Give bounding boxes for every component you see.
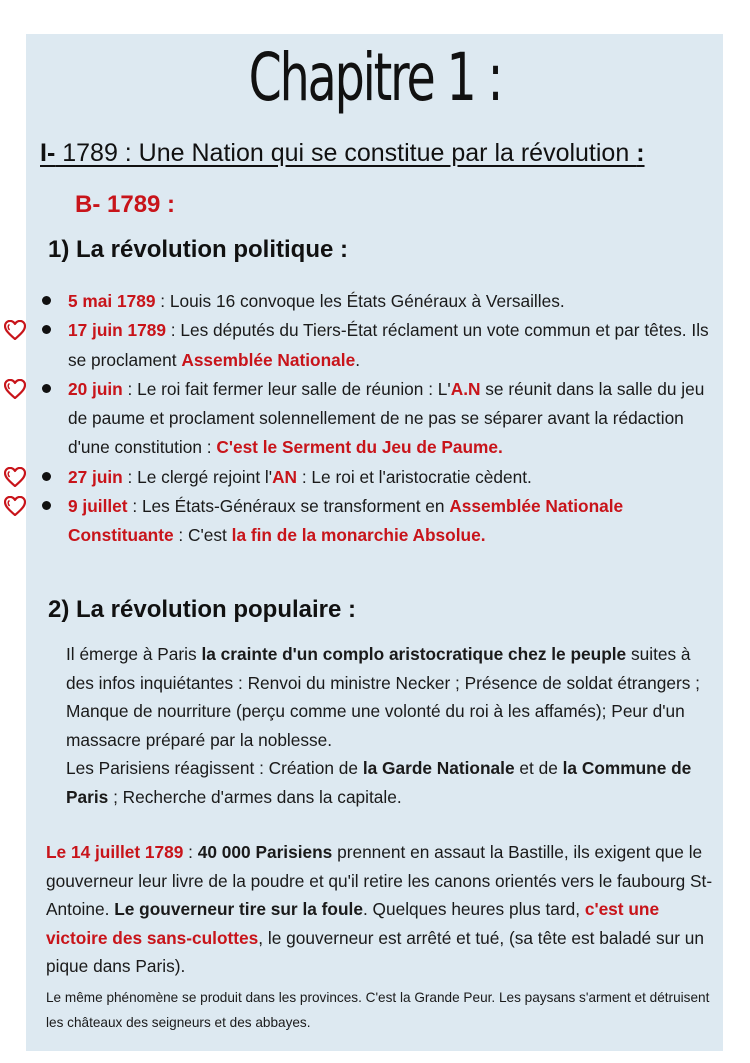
event-text-segment: Assemblée Nationale (181, 349, 356, 370)
section-heading-popular: 2) La révolution populaire : (48, 596, 357, 623)
event-text-segment: : Le roi fait fermer leur salle de réunion : L' (122, 378, 451, 399)
event-text-segment: : Louis 16 convoque les États Généraux à Versailles. (155, 291, 565, 311)
para2-segment: et de (514, 758, 563, 779)
event-date: 5 mai 1789 (68, 291, 156, 311)
para3-segment: 40 000 Parisiens (197, 842, 333, 862)
event-text-segment: AN (272, 466, 298, 487)
para2-segment: ; Recherche d'armes dans la capitale. (108, 786, 402, 807)
paragraph-bastille (46, 838, 716, 981)
part-heading (40, 137, 645, 169)
event-item (68, 316, 718, 375)
para2-segment: la Commune de Paris (66, 758, 692, 807)
para1-segment: Il émerge à Paris (66, 644, 202, 664)
page-title: Chapitre 1 : (248, 39, 502, 116)
event-text-segment: : C'est (173, 525, 232, 546)
para3-segment: prennent en assaut la Bastille, ils exigent que le gouverneur leur livre de la poudre et qu'il retire les canons orientés vers le faubourg St-Antoine. (46, 842, 713, 920)
event-list (68, 287, 718, 551)
heart-icon (4, 467, 26, 487)
bullet-icon (42, 384, 51, 393)
event-item (68, 287, 718, 316)
event-text-segment: . (355, 349, 360, 370)
event-text-segment: Assemblée Nationale Constituante (68, 496, 624, 546)
paragraph-fear (46, 640, 716, 754)
event-text-segment: A.N (450, 378, 481, 399)
para1-segment: la crainte d'un complo aristocratique chez le peuple (201, 644, 627, 664)
paragraph-reaction (46, 754, 716, 811)
event-text-segment: : Les États-Généraux se transforment en (127, 496, 450, 517)
section-heading-political: 1) La révolution politique : (48, 236, 348, 263)
event-date: 20 juin (68, 378, 123, 399)
heart-icon (4, 379, 26, 399)
subpart-heading: B- 1789 : (75, 191, 176, 218)
bullet-icon (42, 472, 51, 481)
part-text: 1789 : Une Nation qui se constitue par la révolution (55, 139, 637, 167)
para2-segment: la Garde Nationale (362, 758, 515, 779)
para3-segment: : (183, 842, 198, 862)
para3-segment: , le gouverneur est arrêté et tué, (sa tête est baladé sur un pique dans Paris). (46, 927, 705, 977)
part-prefix: I- (40, 139, 56, 167)
event-date: 9 juillet (68, 496, 128, 517)
bullet-icon (42, 501, 51, 510)
para1-segment: suites à des infos inquiétantes : Renvoi du ministre Necker ; Présence de soldat étrangers ; Manque de nourriture (perçu comme une volonté du roi à les affamés); Peur d'un massacre préparé par la noblesse. (66, 644, 700, 750)
footnote (46, 985, 726, 1035)
heart-icon (4, 496, 26, 516)
event-text-segment: se réunit dans la salle du jeu de paume et proclament solennellement de ne pas se séparer avant la rédaction d'une constitution : (68, 378, 705, 458)
event-date: 27 juin (68, 466, 123, 487)
popular-paragraphs (46, 640, 716, 812)
footnote-text: Le même phénomène se produit dans les provinces. C'est la Grande Peur. Les paysans s'arment et détruisent les châteaux des seigneurs et des abbayes. (46, 990, 710, 1030)
event-item (68, 463, 718, 492)
event-date: 17 juin 1789 (68, 320, 166, 341)
para2-segment: Les Parisiens réagissent : Création de (66, 758, 363, 779)
heart-icon (4, 320, 26, 340)
event-item (68, 375, 718, 463)
event-text-segment: C'est le Serment du Jeu de Paume. (216, 437, 503, 458)
event-item (68, 492, 718, 551)
para3-segment: Le gouverneur tire sur la foule (114, 899, 363, 920)
event-text-segment: : Le clergé rejoint l' (122, 466, 273, 487)
para3-segment: c'est une victoire des sans-culottes (46, 899, 660, 948)
event-text-segment: la fin de la monarchie Absolue. (231, 525, 486, 546)
para3-segment: . Quelques heures plus tard, (362, 899, 585, 920)
para3-segment: Le 14 juillet 1789 (46, 842, 184, 862)
part-suffix: : (636, 139, 645, 167)
bullet-icon (42, 296, 51, 305)
event-text-segment: : Le roi et l'aristocratie cèdent. (297, 466, 532, 487)
event-text-segment: : Les députés du Tiers-État réclament un vote commun et par têtes. Ils se proclament (68, 320, 709, 370)
